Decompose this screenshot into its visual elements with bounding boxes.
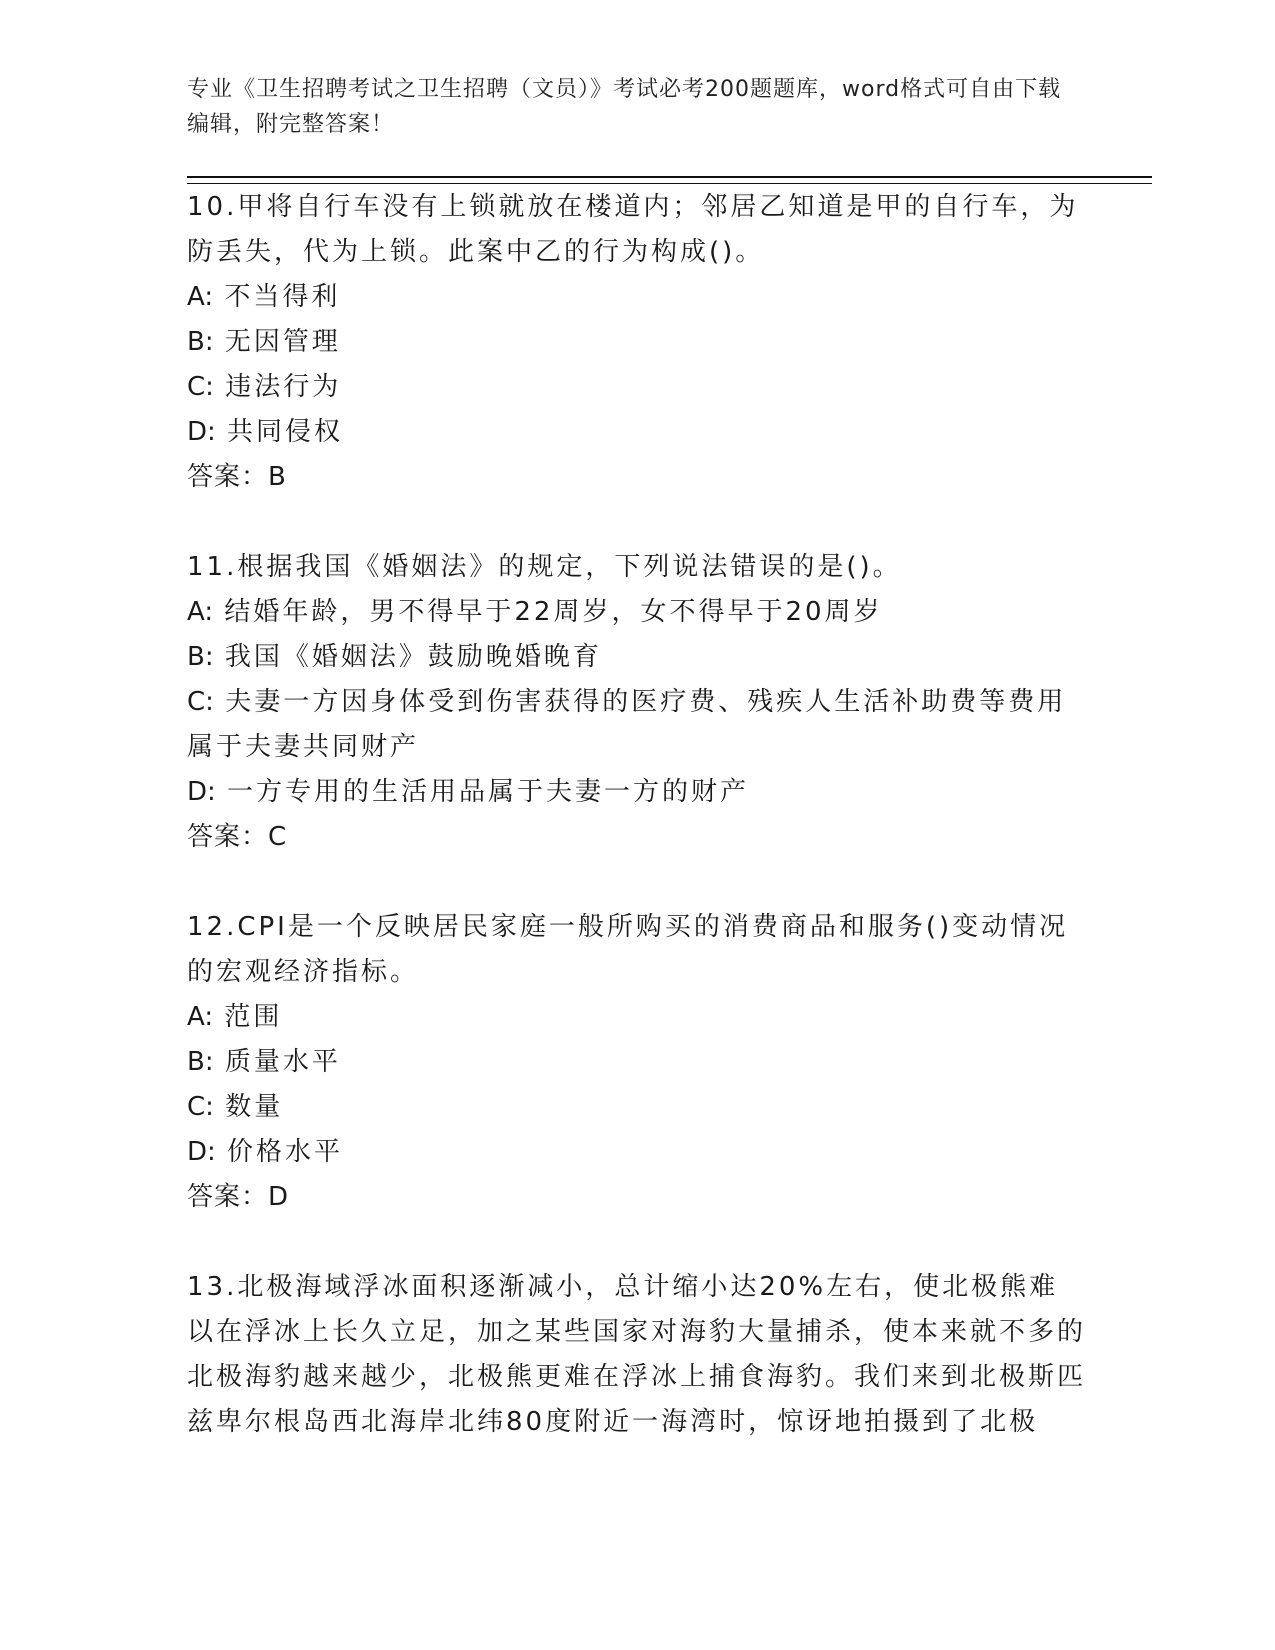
option-key: D: bbox=[187, 777, 216, 807]
option-key: C: bbox=[187, 372, 214, 402]
option-key: C: bbox=[187, 687, 214, 717]
option-key: D: bbox=[187, 417, 216, 447]
option-b bbox=[187, 635, 1087, 680]
question-stem: 11.根据我国《婚姻法》的规定，下列说法错误的是()。 bbox=[187, 552, 902, 582]
question-10 bbox=[187, 185, 1087, 500]
option-key: A: bbox=[187, 1002, 214, 1032]
question-stem: 12.CPI是一个反映居民家庭一般所购买的消费商品和服务()变动情况的宏观经济指标。 bbox=[187, 912, 1069, 987]
option-c bbox=[187, 1085, 1087, 1130]
option-text: 质量水平 bbox=[224, 1047, 341, 1077]
answer-label: 答案：D bbox=[187, 1182, 290, 1212]
option-text: 价格水平 bbox=[227, 1137, 344, 1167]
option-b bbox=[187, 320, 1087, 365]
option-text: 结婚年龄，男不得早于22周岁，女不得早于20周岁 bbox=[224, 597, 883, 627]
option-text: 一方专用的生活用品属于夫妻一方的财产 bbox=[227, 777, 750, 807]
option-text: 夫妻一方因身体受到伤害获得的医疗费、残疾人生活补助费等费用属于夫妻共同财产 bbox=[187, 687, 1067, 762]
option-d bbox=[187, 1130, 1087, 1175]
option-key: C: bbox=[187, 1092, 214, 1122]
option-key: D: bbox=[187, 1137, 216, 1167]
option-a bbox=[187, 995, 1087, 1040]
question-stem: 13.北极海域浮冰面积逐渐减小，总计缩小达20%左右，使北极熊难以在浮冰上长久立足，加之某些国家对海豹大量捕杀，使本来就不多的北极海豹越来越少，北极熊更难在浮冰上捕食海豹。我们来到北极斯匹兹卑尔根岛西北海岸北纬80度附近一海湾时，惊讶地拍摄到了北极 bbox=[187, 1272, 1087, 1437]
option-text: 我国《婚姻法》鼓励晚婚晚育 bbox=[224, 642, 602, 672]
option-key: A: bbox=[187, 282, 214, 312]
question-stem: 10.甲将自行车没有上锁就放在楼道内；邻居乙知道是甲的自行车，为防丢失，代为上锁。此案中乙的行为构成()。 bbox=[187, 192, 1079, 267]
document-header: 专业《卫生招聘考试之卫生招聘（文员）》考试必考200题题库，word格式可自由下载编辑，附完整答案！ bbox=[187, 77, 1062, 137]
header-rule-thick bbox=[187, 176, 1152, 178]
question-list bbox=[187, 185, 1087, 1445]
option-c bbox=[187, 680, 1087, 770]
question-11 bbox=[187, 545, 1087, 860]
option-key: B: bbox=[187, 642, 214, 672]
header-rule-thin bbox=[187, 183, 1152, 184]
option-text: 无因管理 bbox=[224, 327, 341, 357]
option-a bbox=[187, 590, 1087, 635]
question-12 bbox=[187, 905, 1087, 1220]
option-key: B: bbox=[187, 1047, 214, 1077]
option-text: 不当得利 bbox=[224, 282, 341, 312]
option-text: 共同侵权 bbox=[227, 417, 344, 447]
question-13 bbox=[187, 1265, 1087, 1445]
option-key: A: bbox=[187, 597, 214, 627]
option-c bbox=[187, 365, 1087, 410]
answer-label: 答案：B bbox=[187, 462, 287, 492]
answer-label: 答案：C bbox=[187, 822, 288, 852]
option-text: 范围 bbox=[224, 1002, 283, 1032]
option-b bbox=[187, 1040, 1087, 1085]
option-a bbox=[187, 275, 1087, 320]
option-text: 违法行为 bbox=[225, 372, 342, 402]
option-key: B: bbox=[187, 327, 214, 357]
option-d bbox=[187, 410, 1087, 455]
option-text: 数量 bbox=[225, 1092, 284, 1122]
option-d bbox=[187, 770, 1087, 815]
